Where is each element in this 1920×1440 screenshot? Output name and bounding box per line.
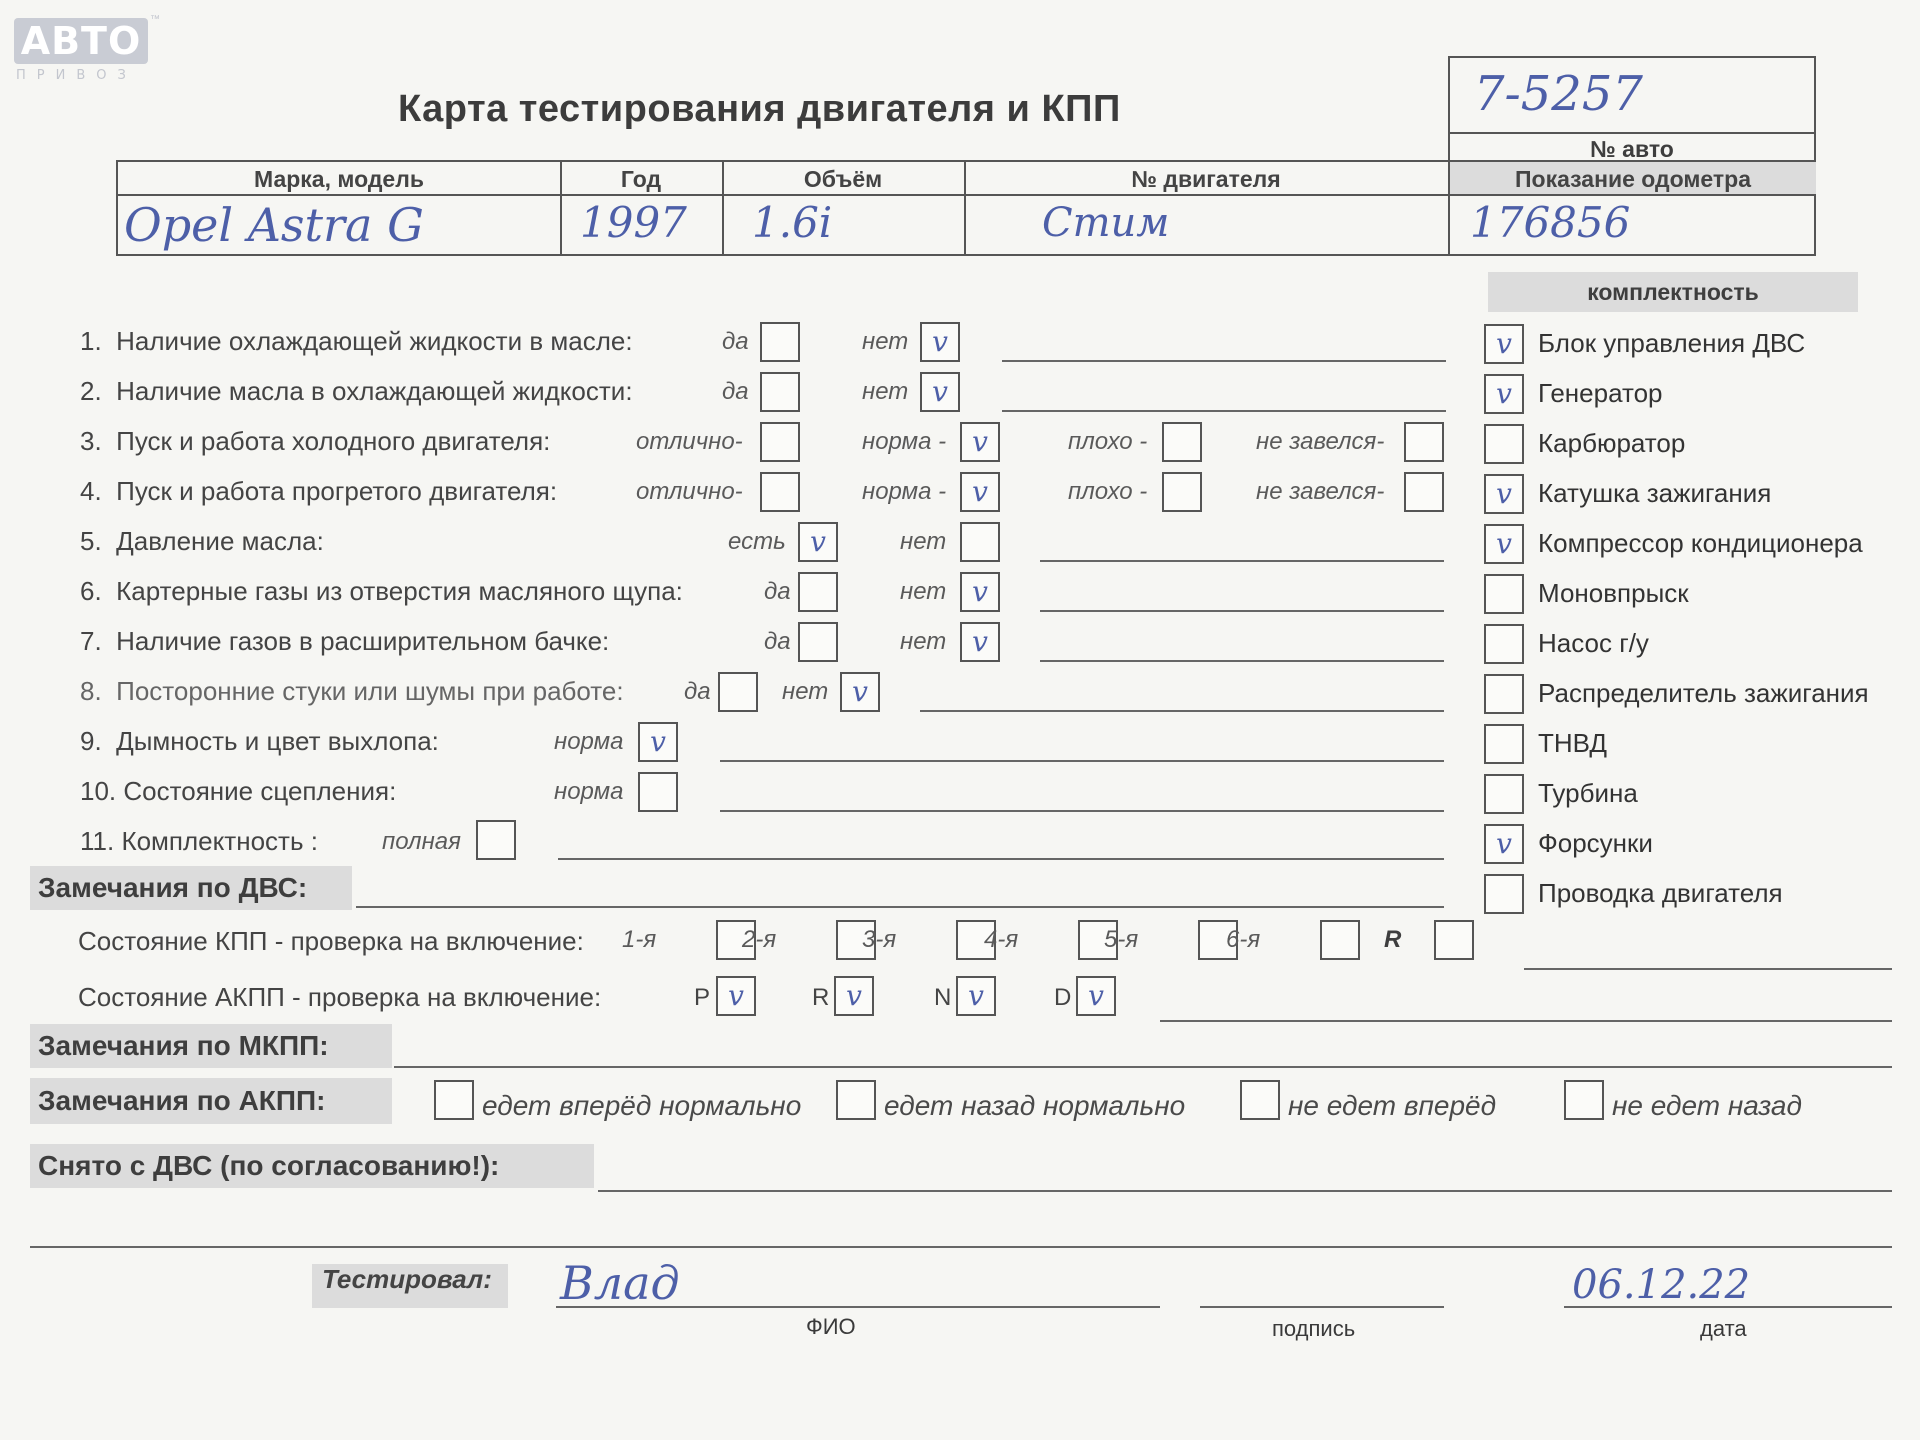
q9-row [80,726,439,757]
q8-label: Посторонние стуки или шумы при работе: [116,676,624,706]
equipment-label-3: Катушка зажигания [1538,478,1772,508]
kpp-gear-label-3: 4-я [984,926,1019,953]
q6-checkbox-b[interactable] [960,572,1000,612]
akpp-mode-checkbox-1[interactable] [834,976,874,1016]
page-title: Карта тестирования двигателя и КПП [398,88,1121,130]
q4-checkbox-b[interactable] [960,472,1000,512]
q8-checkbox-a[interactable] [718,672,758,712]
equipment-checkbox-8[interactable] [1484,724,1524,764]
q4-num: 4. [80,476,102,506]
q3-num: 3. [80,426,102,456]
q2-row [80,376,633,407]
remarks-dvs-line[interactable] [356,906,1444,908]
q10-opt-a: норма [554,778,624,805]
equipment-checkbox-3-mark: v [1496,477,1512,510]
akpp-remark-checkbox-0[interactable] [434,1080,474,1120]
q5-opt-a: есть [728,528,786,555]
equipment-checkbox-7[interactable] [1484,674,1524,714]
equipment-label-9: Турбина [1538,778,1638,808]
q1-check-b: v [932,325,948,358]
equipment-label-5: Моновпрыск [1538,578,1689,608]
q1-label: Наличие охлаждающей жидкости в масле: [116,326,633,356]
akpp-remark-checkbox-2[interactable] [1240,1080,1280,1120]
q7-checkbox-b[interactable] [960,622,1000,662]
year-value: 1997 [580,198,687,247]
q1-note-line[interactable] [1002,360,1446,362]
q3-opt-b: норма - [862,428,947,455]
equipment-checkbox-5[interactable] [1484,574,1524,614]
kpp-gear-label-4: 5-я [1104,926,1139,953]
tested-value: Влад [560,1256,680,1310]
q3-checkbox-c[interactable] [1162,422,1202,462]
car-number-label: № авто [1590,136,1674,162]
q6-row [80,576,683,607]
q10-num: 10. [80,776,117,806]
q7-check-b: v [972,625,988,658]
q5-row [80,526,324,557]
equipment-checkbox-10-mark: v [1496,827,1512,860]
q7-checkbox-a[interactable] [798,622,838,662]
q4-row [80,476,557,507]
q3-checkbox-a[interactable] [760,422,800,462]
odometer-label: Показание одометра [1515,166,1751,192]
equipment-label-7: Распределитель зажигания [1538,678,1869,708]
equipment-checkbox-0[interactable] [1484,324,1524,364]
q8-opt-a: да [684,678,711,705]
q7-note-line[interactable] [1040,660,1444,662]
car-number-value: 7-5257 [1474,66,1643,122]
logo-subtitle: ПРИВОЗ [16,68,137,83]
kpp-gear-label-5: 6-я [1226,926,1261,953]
q3-checkbox-d[interactable] [1404,422,1444,462]
q7-opt-a: да [764,628,791,655]
q5-check-a: v [810,525,826,558]
engine-label: № двигателя [1131,166,1281,192]
q1-opt-a: да [722,328,749,355]
equipment-label-11: Проводка двигателя [1538,878,1783,908]
q10-label: Состояние сцепления: [123,776,397,806]
date-line[interactable] [1564,1306,1892,1308]
q11-opt-a: полная [382,828,461,855]
q2-opt-a: да [722,378,749,405]
akpp-mode-checkbox-2[interactable] [956,976,996,1016]
year-label: Год [620,166,662,192]
q10-row [80,776,396,807]
equipment-label-2: Карбюратор [1538,428,1686,458]
q3-opt-c: плохо - [1068,428,1148,455]
date-value: 06.12.22 [1572,1262,1751,1308]
akpp-mode-checkbox-0-mark: v [728,979,744,1012]
q2-label: Наличие масла в охлаждающей жидкости: [116,376,633,406]
q4-checkbox-d[interactable] [1404,472,1444,512]
kpp-gear-checkbox-5[interactable] [1320,920,1360,960]
remarks-mkpp-line[interactable] [394,1066,1892,1068]
equipment-checkbox-10[interactable] [1484,824,1524,864]
engine-value: Стим [1042,200,1170,246]
q2-opt-b: нет [862,378,909,405]
q4-opt-b: норма - [862,478,947,505]
removed-label: Снято с ДВС (по согласованию!): [30,1144,594,1188]
equipment-checkbox-9[interactable] [1484,774,1524,814]
q11-row [80,826,318,857]
tested-label: Тестировал: [312,1264,508,1308]
equipment-checkbox-0-mark: v [1496,327,1512,360]
q6-label: Картерные газы из отверстия масляного щупа: [116,576,683,606]
akpp-remark-label-3: не едет назад [1612,1090,1802,1121]
sign-line[interactable] [1200,1306,1444,1308]
akpp-note-line[interactable] [1160,1020,1892,1022]
equipment-checkbox-1-mark: v [1496,377,1512,410]
equipment-label-1: Генератор [1538,378,1663,408]
q4-opt-d: не завелся- [1256,478,1385,505]
volume-value: 1.6i [752,198,833,247]
equipment-checkbox-3[interactable] [1484,474,1524,514]
q2-check-b: v [932,375,948,408]
equipment-checkbox-1[interactable] [1484,374,1524,414]
removed-line-2[interactable] [30,1246,1892,1248]
kpp-label: Состояние КПП - проверка на включение: [78,926,584,956]
q10-checkbox-a[interactable] [638,772,678,812]
q9-note-line[interactable] [720,760,1444,762]
akpp-remark-checkbox-3[interactable] [1564,1080,1604,1120]
q8-num: 8. [80,676,102,706]
akpp-mode-checkbox-0[interactable] [716,976,756,1016]
q5-note-line[interactable] [1040,560,1444,562]
q11-checkbox-a[interactable] [476,820,516,860]
q6-opt-a: да [764,578,791,605]
akpp-mode-checkbox-3[interactable] [1076,976,1116,1016]
q3-opt-a: отлично- [636,428,743,455]
q10-note-line[interactable] [720,810,1444,812]
q4-checkbox-c[interactable] [1162,472,1202,512]
make-value: Opel Astra G [124,198,424,252]
akpp-mode-label-0: P [694,984,711,1011]
equipment-checkbox-11[interactable] [1484,874,1524,914]
equipment-checkbox-2[interactable] [1484,424,1524,464]
kpp-gear-label-2: 3-я [862,926,897,953]
akpp-remark-checkbox-1[interactable] [836,1080,876,1120]
q3-label: Пуск и работа холодного двигателя: [116,426,551,456]
q5-checkbox-b[interactable] [960,522,1000,562]
kpp-note-line[interactable] [1524,968,1892,970]
equipment-label-6: Насос г/у [1538,628,1649,658]
q3-checkbox-b[interactable] [960,422,1000,462]
q5-num: 5. [80,526,102,556]
q11-num: 11. [80,826,115,856]
q1-checkbox-a[interactable] [760,322,800,362]
q8-row [80,676,624,707]
q8-note-line[interactable] [920,710,1444,712]
q6-opt-b: нет [900,578,947,605]
removed-line[interactable] [598,1190,1892,1192]
odometer-value: 176856 [1470,198,1631,247]
q3-check-b: v [972,425,988,458]
kpp-gear-label-1: 2-я [742,926,777,953]
make-label: Марка, модель [254,166,424,192]
q4-opt-a: отлично- [636,478,743,505]
equipment-checkbox-4-mark: v [1496,527,1512,560]
logo-tm: ™ [150,14,160,25]
q7-opt-b: нет [900,628,947,655]
kpp-gear-label-6: R [1384,926,1402,953]
akpp-mode-checkbox-2-mark: v [968,979,984,1012]
akpp-mode-checkbox-1-mark: v [846,979,862,1012]
akpp-mode-checkbox-3-mark: v [1088,979,1104,1012]
q5-label: Давление масла: [116,526,324,556]
akpp-mode-label-3: D [1054,984,1072,1011]
q9-opt-a: норма [554,728,624,755]
q7-row [80,626,609,657]
q1-opt-b: нет [862,328,909,355]
q6-checkbox-a[interactable] [798,572,838,612]
q2-num: 2. [80,376,102,406]
q7-label: Наличие газов в расширительном бачке: [116,626,610,656]
equipment-label-4: Компрессор кондиционера [1538,528,1863,558]
q5-checkbox-a[interactable] [798,522,838,562]
q6-num: 6. [80,576,102,606]
akpp-remark-label-2: не едет вперёд [1288,1090,1497,1121]
car-number-box [1448,56,1816,164]
q8-checkbox-b[interactable] [840,672,880,712]
equipment-checkbox-6[interactable] [1484,624,1524,664]
logo: АВТО [14,18,148,64]
q9-checkbox-a[interactable] [638,722,678,762]
q9-label: Дымность и цвет выхлопа: [116,726,439,756]
q1-row [80,326,633,357]
q2-checkbox-b[interactable] [920,372,960,412]
header-table [116,160,1816,256]
equipment-label-8: ТНВД [1538,728,1608,758]
q2-checkbox-a[interactable] [760,372,800,412]
q4-check-b: v [972,475,988,508]
equipment-label-0: Блок управления ДВС [1538,328,1806,358]
q8-check-b: v [852,675,868,708]
fio-label: ФИО [806,1314,856,1339]
akpp-mode-label-2: N [934,984,952,1011]
q3-row [80,426,550,457]
akpp-mode-label-1: R [812,984,830,1011]
fio-line[interactable] [556,1306,1160,1308]
equipment-checkbox-4[interactable] [1484,524,1524,564]
akpp-remark-label-1: едет назад нормально [884,1090,1186,1121]
q1-checkbox-b[interactable] [920,322,960,362]
q6-note-line[interactable] [1040,610,1444,612]
q5-opt-b: нет [900,528,947,555]
q3-opt-d: не завелся- [1256,428,1385,455]
date-label: дата [1700,1316,1747,1341]
q9-check-a: v [650,725,666,758]
akpp-remark-label-0: едет вперёд нормально [482,1090,802,1121]
akpp-label: Состояние АКПП - проверка на включение: [78,982,602,1012]
sign-label: подпись [1272,1316,1356,1341]
q6-check-b: v [972,575,988,608]
q11-label: Комплектность : [121,826,318,856]
q4-label: Пуск и работа прогретого двигателя: [116,476,558,506]
kpp-gear-checkbox-6[interactable] [1434,920,1474,960]
equipment-label-10: Форсунки [1538,828,1653,858]
kpp-gear-label-0: 1-я [622,926,657,953]
volume-label: Объём [803,166,883,192]
q8-opt-b: нет [782,678,829,705]
q4-opt-c: плохо - [1068,478,1148,505]
q9-num: 9. [80,726,102,756]
q2-note-line[interactable] [1002,410,1446,412]
remarks-mkpp-label: Замечания по МКПП: [30,1024,392,1068]
q7-num: 7. [80,626,102,656]
equipment-title: комплектность [1488,272,1858,312]
remarks-akpp-label: Замечания по АКПП: [30,1078,392,1124]
q11-note-line[interactable] [558,858,1444,860]
q4-checkbox-a[interactable] [760,472,800,512]
remarks-dvs-label: Замечания по ДВС: [30,866,352,910]
q1-num: 1. [80,326,102,356]
